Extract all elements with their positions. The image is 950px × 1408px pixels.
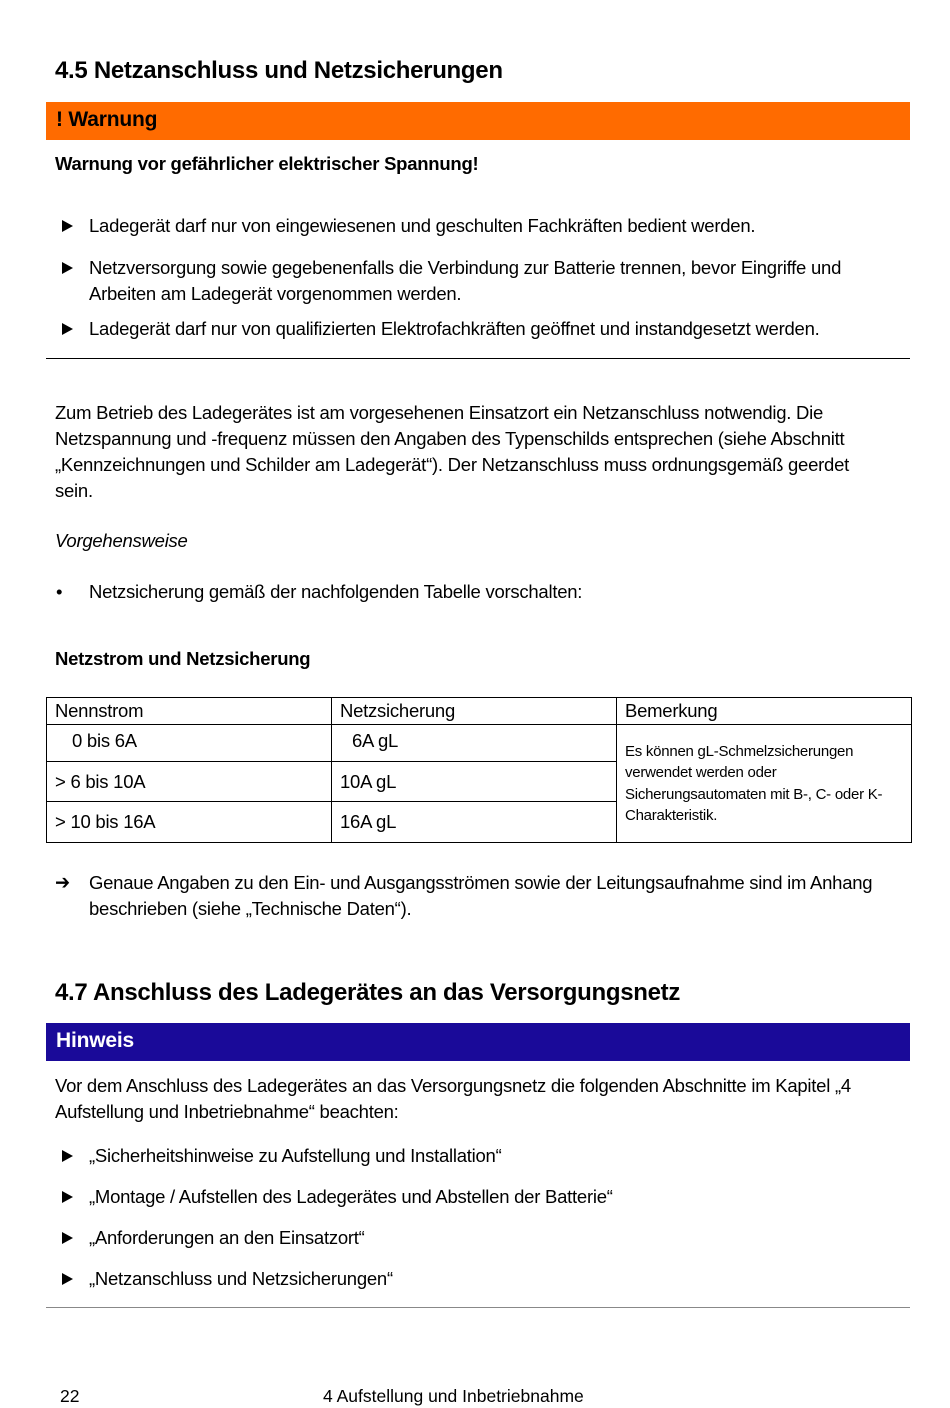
hint-end-divider [46, 1307, 910, 1308]
connection-paragraph: Zum Betrieb des Ladegerätes ist am vorgesehenen Einsatzort ein Netzanschluss notwendig. Die Netzspannung und -frequenz müssen den Angaben des Typenschilds entsprechen (siehe Abschnitt „Kennzeichnungen und Schilder am Ladegerät“). Der Netzanschluss muss ordnungsgemäß geerdet sein. [55, 402, 850, 501]
table-header-cell: Nennstrom [47, 698, 332, 725]
page-number: 22 [60, 1386, 80, 1406]
warning-item: Ladegerät darf nur von eingewiesenen und geschulten Fachkräften bedient werden. [89, 215, 756, 236]
fuse-table [46, 697, 912, 843]
table-cell-note: Es können gL-Schmelzsicherungen verwendet werden oder Sicherungsautomaten mit B-, C- oder K-Charakteristik. [617, 725, 912, 843]
table-cell-fuse: 6A gL [332, 725, 617, 762]
section-heading-4-5: 4.5 Netzanschluss und Netzsicherungen [55, 57, 503, 84]
procedure-bullet: • [56, 581, 63, 602]
table-cell-current: 0 bis 6A [47, 725, 332, 762]
hint-title: Hinweis [56, 1029, 134, 1052]
hint-text: Vor dem Anschluss des Ladegerätes an das Versorgungsnetz die folgenden Abschnitte im Kapitel „4 Aufstellung und Inbetriebnahme“ beachten: [55, 1075, 851, 1122]
hint-item: „Netzanschluss und Netzsicherungen“ [89, 1268, 393, 1289]
table-title: Netzstrom und Netzsicherung [55, 648, 311, 669]
arrow-right-icon: ➔ [55, 872, 70, 894]
table-cell-fuse: 10A gL [332, 762, 617, 802]
table-header-cell: Bemerkung [617, 698, 912, 725]
warning-title: ! Warnung [56, 108, 158, 131]
triangle-bullet-icon [62, 1273, 73, 1285]
triangle-bullet-icon [62, 323, 73, 335]
hint-banner [46, 1023, 910, 1061]
table-cell-fuse: 16A gL [332, 802, 617, 843]
triangle-bullet-icon [62, 262, 73, 274]
triangle-bullet-icon [62, 1150, 73, 1162]
hint-item: „Montage / Aufstellen des Ladegerätes und Abstellen der Batterie“ [89, 1186, 613, 1207]
triangle-bullet-icon [62, 1232, 73, 1244]
warning-item: Netzversorgung sowie gegebenenfalls die Verbindung zur Batterie trennen, bevor Eingriffe und Arbeiten am Ladegerät vorgenommen werden. [89, 257, 842, 304]
hint-item: „Sicherheitshinweise zu Aufstellung und Installation“ [89, 1145, 502, 1166]
table-row [47, 725, 912, 762]
procedure-step: Netzsicherung gemäß der nachfolgenden Tabelle vorschalten: [89, 581, 583, 602]
table-header-cell: Netzsicherung [332, 698, 617, 725]
warning-subtitle: Warnung vor gefährlicher elektrischer Spannung! [55, 153, 479, 174]
technical-data-note: Genaue Angaben zu den Ein- und Ausgangsströmen sowie der Leitungsaufnahme sind im Anhang beschrieben (siehe „Technische Daten“). [89, 872, 873, 919]
table-cell-current: > 6 bis 10A [47, 762, 332, 802]
procedure-label: Vorgehensweise [55, 530, 188, 551]
section-heading-4-7: 4.7 Anschluss des Ladegerätes an das Versorgungsnetz [55, 979, 681, 1006]
warning-item: Ladegerät darf nur von qualifizierten Elektrofachkräften geöffnet und instandgesetzt werden. [89, 318, 820, 339]
hint-item: „Anforderungen an den Einsatzort“ [89, 1227, 365, 1248]
triangle-bullet-icon [62, 1191, 73, 1203]
warning-end-divider [46, 358, 910, 359]
triangle-bullet-icon [62, 220, 73, 232]
footer-chapter: 4 Aufstellung und Inbetriebnahme [323, 1386, 584, 1406]
warning-banner [46, 102, 910, 140]
table-header-row [47, 698, 912, 725]
table-cell-current: > 10 bis 16A [47, 802, 332, 843]
